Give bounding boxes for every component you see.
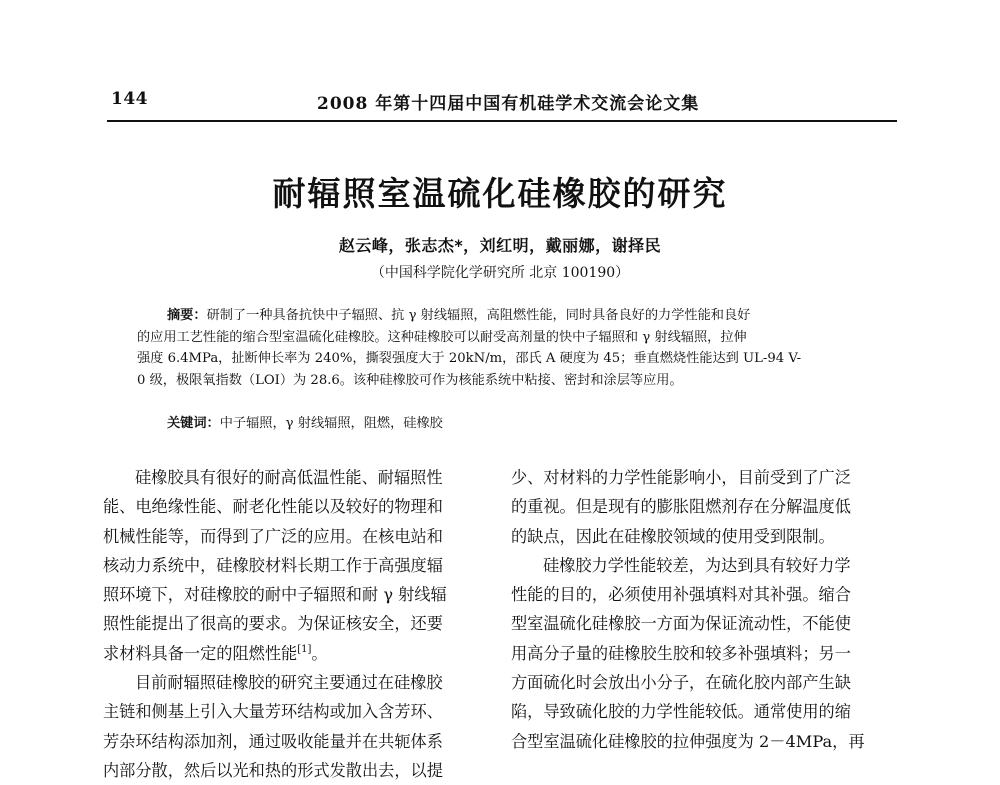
- keywords: [167, 412, 867, 431]
- abstract-line: 0 级，极限氧指数（LOI）为 28.6。该种硅橡胶可作为核能系统中粘接、密封和涂层等应用。: [137, 372, 683, 388]
- author-list: 赵云峰，张志杰*，刘红明，戴丽娜，谢择民: [338, 236, 662, 255]
- paragraph-line: 方面硫化时会放出小分子，在硫化胶内部产生缺: [511, 673, 851, 693]
- paragraph-text: 。: [311, 643, 328, 663]
- body-column-right: [511, 463, 897, 756]
- paragraph-line: 的缺点，因此在硅橡胶领域的使用受到限制。: [511, 526, 835, 546]
- header-rule: [107, 120, 897, 122]
- journal-title: 2008 年第十四届中国有机硅学术交流会论文集: [317, 94, 700, 114]
- body-column-left: [103, 463, 489, 785]
- keywords-label: 关键词：: [167, 416, 220, 431]
- paragraph-line: [103, 639, 489, 668]
- paragraph-line: 合型室温硫化硅橡胶的拉伸强度为 2－4MPa，再: [511, 731, 865, 751]
- paragraph-line: 内部分散，然后以光和热的形式发散出去，以提: [103, 760, 443, 780]
- paragraph-line: 芳杂环结构添加剂，通过吸收能量并在共轭体系: [103, 731, 443, 751]
- paragraph-line: 陷，导致硫化胶的力学性能较低。通常使用的缩: [511, 702, 851, 722]
- paragraph-line: 照性能提出了很高的要求。为保证核安全，还要: [103, 614, 443, 634]
- paragraph-line: 的重视。但是现有的膨胀阻燃剂存在分解温度低: [511, 497, 851, 517]
- affiliation: （中国科学院化学研究所 北京 100190）: [370, 265, 630, 281]
- paragraph-line: 照环境下，对硅橡胶的耐中子辐照和耐 γ 射线辐: [103, 585, 447, 605]
- paragraph-line: 目前耐辐照硅橡胶的研究主要通过在硅橡胶: [135, 673, 443, 693]
- abstract-line: 强度 6.4MPa，扯断伸长率为 240%，撕裂强度大于 20kN/m，邵氏 A 硬度为 45；垂直燃烧性能达到 UL-94 V-: [137, 351, 802, 367]
- page-number: 144: [111, 89, 148, 109]
- paragraph-line: 硅橡胶具有很好的耐高低温性能、耐辐照性: [135, 468, 443, 487]
- paragraph-line: 主链和侧基上引入大量芳环结构或加入含芳环、: [103, 702, 443, 722]
- abstract-line: [137, 305, 865, 327]
- paragraph-line: 型室温硫化硅橡胶一方面为保证流动性，不能使: [511, 614, 851, 634]
- keywords-text: 中子辐照，γ 射线辐照，阻燃，硅橡胶: [219, 416, 443, 431]
- paragraph-line: 性能的目的，必须使用补强填料对其补强。缩合: [511, 585, 851, 605]
- citation-marker[interactable]: [1]: [297, 643, 312, 655]
- abstract: [137, 305, 865, 391]
- paragraph-line: 硅橡胶力学性能较差，为达到具有较好力学: [543, 555, 851, 575]
- paragraph-line: 少、对材料的力学性能影响小，目前受到了广泛: [511, 468, 851, 487]
- abstract-label: 摘要：: [167, 308, 207, 323]
- paragraph-line: 能、电绝缘性能、耐老化性能以及较好的物理和: [103, 497, 443, 517]
- abstract-line: 的应用工艺性能的缩合型室温硫化硅橡胶。这种硅橡胶可以耐受高剂量的快中子辐照和 γ 射线辐照，拉伸: [137, 329, 747, 345]
- running-header: [107, 89, 897, 117]
- paragraph-line: 用高分子量的硅橡胶生胶和较多补强填料；另一: [511, 643, 851, 663]
- paragraph-line: 机械性能等，而得到了广泛的应用。在核电站和: [103, 526, 443, 546]
- paragraph-text: 求材料具备一定的阻燃性能: [103, 643, 298, 663]
- paragraph-line: 核动力系统中，硅橡胶材料长期工作于高强度辐: [103, 555, 443, 575]
- abstract-text: 研制了一种具备抗快中子辐照、抗 γ 射线辐照，高阻燃性能，同时具备良好的力学性能和良好: [206, 308, 751, 323]
- paper-title: 耐辐照室温硫化硅橡胶的研究: [272, 174, 728, 213]
